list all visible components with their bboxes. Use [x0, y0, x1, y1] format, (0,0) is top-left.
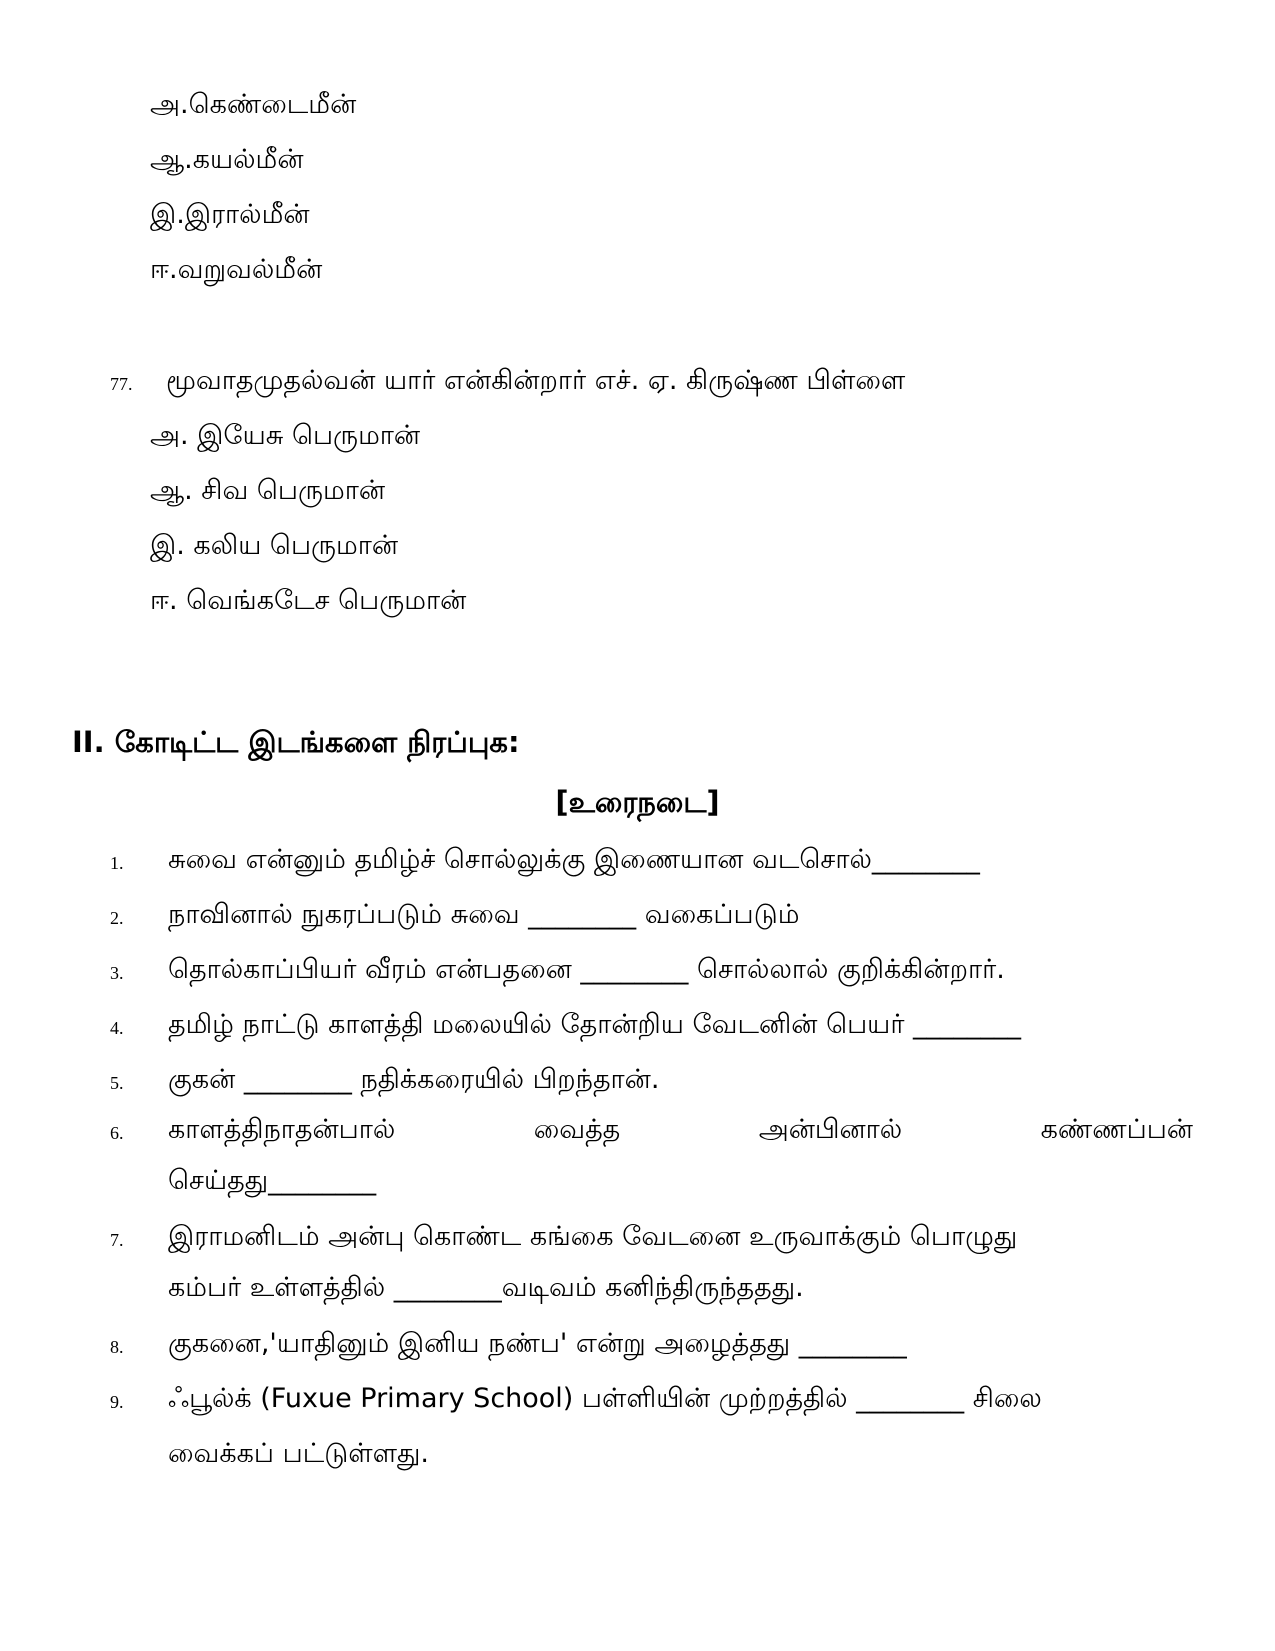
option-c: இ.இரால்மீன்: [150, 199, 310, 230]
question-word: வைத்த: [533, 1114, 621, 1145]
question-text-continued: கம்பர் உள்ளத்தில் ________வடிவம் கனிந்திருந்ததது.: [168, 1272, 804, 1303]
question-text: தொல்காப்பியர் வீரம் என்பதனை ________ சொல்லால் குறிக்கின்றார்.: [168, 954, 1005, 985]
question-text: இராமனிடம் அன்பு கொண்ட கங்கை வேடனை உருவாக்கும் பொழுது: [168, 1221, 1018, 1252]
question-word: அன்பினால்: [758, 1114, 903, 1145]
question-text-continued: செய்தது________: [168, 1165, 377, 1196]
question-text: நாவினால் நுகரப்படும் சுவை ________ வகைப்படும்: [168, 899, 800, 930]
question-text-continued: வைக்கப் பட்டுள்ளது.: [168, 1438, 430, 1469]
option-d: ஈ. வெங்கடேச பெருமான்: [150, 585, 467, 616]
question-text: குகன் ________ நதிக்கரையில் பிறந்தான்.: [168, 1064, 660, 1095]
question-number: 4.: [110, 1018, 124, 1038]
question-number: 6.: [110, 1123, 124, 1143]
option-a: அ.கெண்டைமீன்: [150, 89, 357, 120]
question-number: 77.: [110, 374, 133, 394]
question-number: 5.: [110, 1073, 124, 1093]
question-text: ஃபூல்க் (Fuxue Primary School) பள்ளியின் முற்றத்தில் ________ சிலை: [168, 1383, 1042, 1414]
question-text: [168, 1112, 1193, 1148]
question-number: 3.: [110, 963, 124, 983]
question-number: 7.: [110, 1230, 124, 1250]
question-text: தமிழ் நாட்டு காளத்தி மலையில் தோன்றிய வேடனின் பெயர் ________: [168, 1009, 1022, 1040]
option-a: அ. இயேசு பெருமான்: [150, 420, 421, 451]
question-text: மூவாதமுதல்வன் யார் என்கின்றார் எச். ஏ. கிருஷ்ண பிள்ளை: [166, 365, 906, 396]
question-text: சுவை என்னும் தமிழ்ச் சொல்லுக்கு இணையான வடசொல்________: [168, 844, 980, 875]
option-d: ஈ.வறுவல்மீன்: [150, 254, 323, 285]
option-b: ஆ.கயல்மீன்: [150, 144, 304, 175]
section-heading: II. கோடிட்ட இடங்களை நிரப்புக:: [72, 725, 520, 759]
option-c: இ. கலிய பெருமான்: [150, 530, 399, 561]
question-number: 2.: [110, 908, 124, 928]
question-number: 9.: [110, 1392, 124, 1412]
question-number: 8.: [110, 1337, 124, 1357]
option-b: ஆ. சிவ பெருமான்: [150, 475, 386, 506]
question-number: 1.: [110, 853, 124, 873]
question-text: குகனை,'யாதினும் இனிய நண்ப' என்று அழைத்தது ________: [168, 1328, 907, 1359]
question-word: கண்ணப்பன்: [1040, 1114, 1193, 1145]
question-word: காளத்திநாதன்பால்: [168, 1114, 396, 1145]
section-subheading: [உரைநடை]: [555, 785, 720, 819]
